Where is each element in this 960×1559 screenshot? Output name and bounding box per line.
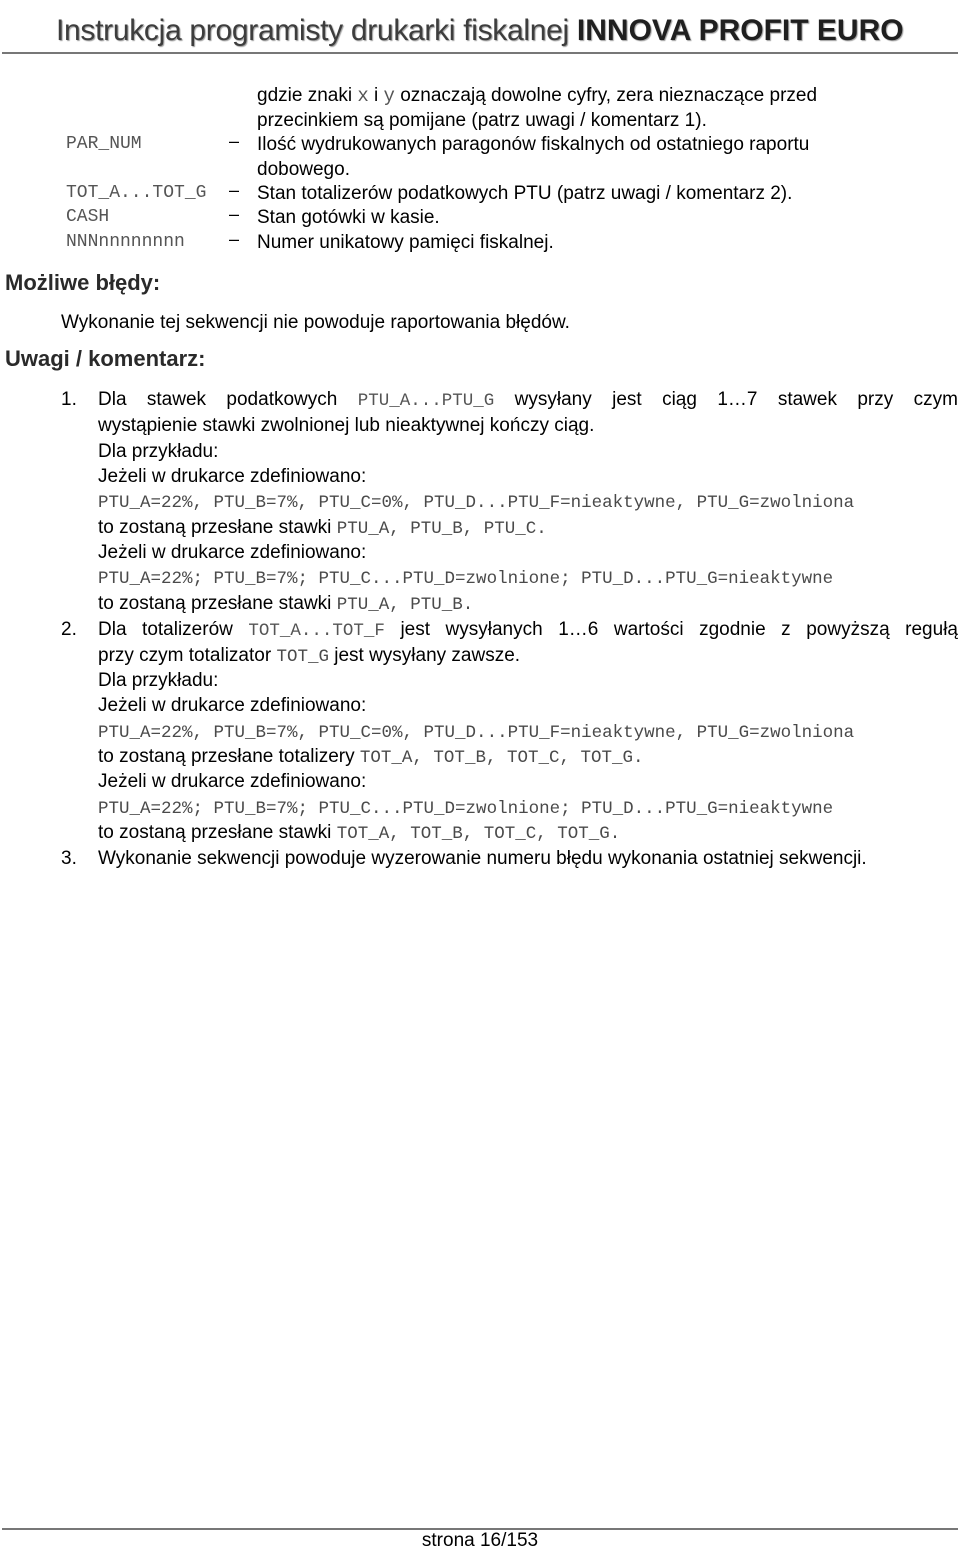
- note-1-line9: [98, 591, 473, 618]
- note-1-line6: [98, 515, 547, 542]
- header-title-prefix: Instrukcja programisty drukarki fiskalnej: [56, 14, 577, 47]
- params-intro-line2: przecinkiem są pomijane (patrz uwagi / komentarz 1).: [257, 110, 707, 131]
- page-number: strona 16/153: [421, 1530, 539, 1551]
- note-1-line2: wystąpienie stawki zwolnionej lub nieaktywnej kończy ciąg.: [98, 415, 595, 436]
- note-1-l8-code: PTU_A=22%; PTU_B=7%; PTU_C...PTU_D=zwolnione; PTU_D...PTU_G=nieaktywne: [98, 569, 834, 589]
- note-2-l1-text: Dla totalizerów: [98, 619, 249, 640]
- note-2-line2: [98, 643, 520, 670]
- note-1-l1-code: PTU_A...PTU_G: [357, 391, 495, 411]
- param-dash: –: [229, 229, 240, 249]
- note-2-l2-text: przy czym totalizator: [98, 645, 277, 666]
- intro-y-code: y: [383, 85, 395, 107]
- note-2-line6: [98, 744, 643, 771]
- param-desc-par-num: Ilość wydrukowanych paragonów fiskalnych od ostatniego raportu: [257, 134, 810, 155]
- param-dash: –: [229, 131, 240, 151]
- param-name-par-num: PAR_NUM: [66, 134, 142, 154]
- note-2-l1-text-b: jest wysyłanych 1…6 wartości zgodnie z powyższą regułą: [384, 619, 958, 640]
- note-2-l9-code: TOT_A, TOT_B, TOT_C, TOT_G.: [336, 824, 621, 844]
- note-1-line4: Jeżeli w drukarce zdefiniowano:: [98, 466, 367, 487]
- note-1-l9-code: PTU_A, PTU_B.: [336, 595, 474, 615]
- note-3-number: 3.: [61, 848, 77, 869]
- param-desc-unique-number: Numer unikatowy pamięci fiskalnej.: [257, 232, 554, 253]
- header-divider: [2, 52, 958, 54]
- note-2-line7: Jeżeli w drukarce zdefiniowano:: [98, 771, 367, 792]
- note-2-l8-code: PTU_A=22%; PTU_B=7%; PTU_C...PTU_D=zwolnione; PTU_D...PTU_G=nieaktywne: [98, 799, 834, 819]
- note-1-l1-text-b: wysyłany jest ciąg 1…7 stawek przy czym: [494, 389, 958, 410]
- note-2-line8: [98, 795, 833, 822]
- note-3-text: Wykonanie sekwencji powoduje wyzerowanie numeru błędu wykonania ostatniej sekwencji.: [98, 848, 867, 869]
- param-name-unique-number: NNNnnnnnnnn: [66, 232, 185, 252]
- param-dash: –: [229, 180, 240, 200]
- note-2-l6-text: to zostaną przesłane totalizery: [98, 746, 360, 767]
- note-1-l6-code: PTU_A, PTU_B, PTU_C.: [336, 519, 547, 539]
- param-desc-tot: Stan totalizerów podatkowych PTU (patrz uwagi / komentarz 2).: [257, 183, 793, 204]
- note-2-line1: [98, 617, 958, 644]
- intro-x-code: x: [357, 85, 369, 107]
- note-2-line9: [98, 820, 620, 847]
- intro-text-b: i: [368, 85, 384, 106]
- param-name-cash: CASH: [66, 207, 110, 227]
- intro-text-a: gdzie znaki: [257, 85, 358, 106]
- note-2-l9-text: to zostaną przesłane stawki: [98, 822, 337, 843]
- note-1-number: 1.: [61, 389, 77, 410]
- errors-text: Wykonanie tej sekwencji nie powoduje raportowania błędów.: [61, 312, 570, 333]
- note-2-l2-code: TOT_G: [276, 647, 329, 667]
- note-2-l5-code: PTU_A=22%, PTU_B=7%, PTU_C=0%, PTU_D...PTU_F=nieaktywne, PTU_G=zwolniona: [98, 723, 855, 743]
- note-1-line1: [98, 387, 958, 414]
- note-2-number: 2.: [61, 619, 77, 640]
- errors-heading: Możliwe błędy:: [5, 270, 161, 295]
- note-1-l6-text: to zostaną przesłane stawki: [98, 517, 337, 538]
- note-1-line8: [98, 565, 833, 592]
- param-dash: –: [229, 204, 240, 224]
- note-1-l1-text: Dla stawek podatkowych: [98, 389, 358, 410]
- param-desc-cash: Stan gotówki w kasie.: [257, 207, 440, 228]
- params-intro-line1: [257, 84, 817, 108]
- note-2-l2-text-b: jest wysyłany zawsze.: [328, 645, 521, 666]
- notes-heading: Uwagi / komentarz:: [5, 346, 206, 371]
- header-product-name: INNOVA PROFIT EURO: [576, 14, 904, 47]
- note-2-l6-code: TOT_A, TOT_B, TOT_C, TOT_G.: [359, 748, 644, 768]
- intro-text-c: oznaczają dowolne cyfry, zera nieznaczące przed: [394, 85, 818, 106]
- note-2-line5: [98, 719, 854, 746]
- param-name-tot: TOT_A...TOT_G: [66, 183, 207, 203]
- note-2-l1-code: TOT_A...TOT_F: [248, 621, 385, 641]
- note-1-line5: [98, 489, 854, 516]
- note-1-line3: Dla przykładu:: [98, 441, 219, 462]
- page-header-title: [56, 14, 904, 48]
- note-1-line7: Jeżeli w drukarce zdefiniowano:: [98, 542, 367, 563]
- note-2-line3: Dla przykładu:: [98, 670, 219, 691]
- note-1-l9-text: to zostaną przesłane stawki: [98, 593, 337, 614]
- note-2-line4: Jeżeli w drukarce zdefiniowano:: [98, 695, 367, 716]
- param-desc-par-num-cont: dobowego.: [257, 159, 350, 180]
- note-1-l5-code: PTU_A=22%, PTU_B=7%, PTU_C=0%, PTU_D...PTU_F=nieaktywne, PTU_G=zwolniona: [98, 493, 855, 513]
